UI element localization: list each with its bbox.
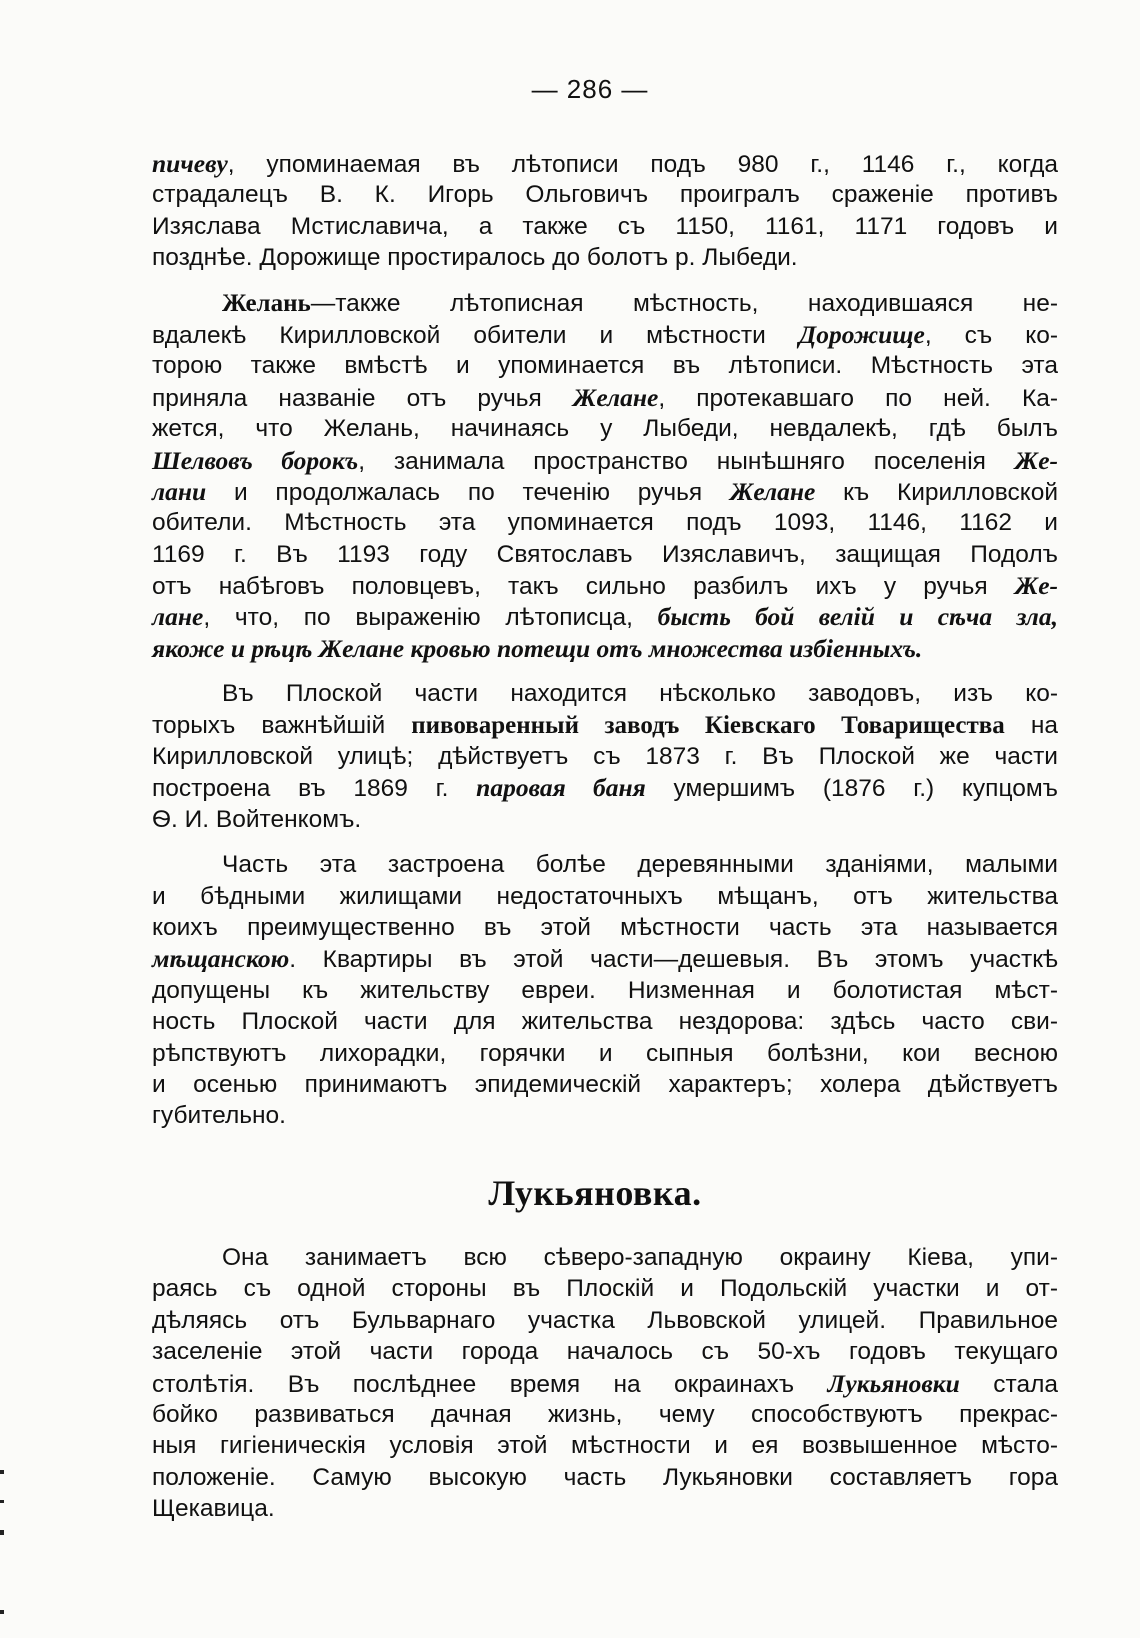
text-run: рѣпствуютъ лихорадки, горячки и сыпныя болѣзни, кои весною [152,1039,1058,1067]
text-run: Изяслава Мстиславича, а также съ 1150, 1161, 1171 годовъ и [152,212,1058,240]
text-line [152,507,1058,538]
text-run: обители. Мѣстность эта упоминается подъ 1093, 1146, 1162 и [152,509,1058,537]
text-run: построена въ 1869 г. [152,775,477,803]
text-line [152,1242,1058,1273]
italic-text: лане [152,602,204,632]
text-run: заселеніе этой части города началось съ 50-хъ годовъ текущаго [152,1338,1058,1366]
text-run: приняла названіе отъ ручья [152,384,573,412]
text-run: Она занимаетъ всю сѣверо-западную окраину Кіева, упи- [222,1244,1058,1271]
text-line [152,943,1058,974]
text-run: ныя гигіеническія условія этой мѣстности и ея возвышенное мѣсто- [152,1432,1058,1460]
text-line [152,179,1058,210]
italic-text: паровая баня [476,773,646,803]
text-run: Въ Плоской части находится нѣсколько заводовъ, изъ ко- [222,680,1058,708]
text-run: раясь съ одной стороны въ Плоскій и Подольскій участки и от- [152,1275,1058,1303]
italic-text: Же- [1014,445,1058,475]
text-line [152,1273,1058,1304]
text-run: страдалецъ В. К. Игорь Ольговичъ проигралъ сраженіе противъ [152,181,1058,209]
bold-text: пивоваренный заводъ Кіевскаго Товарищества [411,711,1005,739]
italic-text: Шелвовъ борокъ [152,445,359,475]
italic-text: Же- [1014,571,1058,601]
text-line [152,1493,1058,1524]
paragraph-lukyanovka [152,1242,1058,1525]
text-line [152,633,1058,664]
italic-text: бысть бой велій и сѣча зла, [657,602,1058,632]
text-run: Ѳ. И. Войтенкомъ. [152,805,362,833]
text-run: торыхъ важнѣйшій [152,711,412,739]
paragraph-zhelan [152,288,1058,665]
paragraph-ploskaya-zastroyka [152,849,1058,1132]
scan-edge-mark [0,1470,4,1474]
text-line [152,1462,1058,1493]
text-run: . Квартиры въ этой части—дешевыя. Въ этомъ участкѣ [289,946,1058,974]
text-line [152,1430,1058,1461]
text-run: къ Кирилловской [815,478,1059,506]
text-run: Щекавица. [152,1495,275,1523]
text-run: , протекавшаго по ней. Ка- [658,384,1059,412]
text-run: и бѣдными жилищами недостаточныхъ мѣщанъ, отъ жительства [152,882,1058,910]
text-run: вдалекѣ Кирилловской обители и мѣстности [152,321,799,349]
text-line [152,804,1058,835]
text-line [152,1100,1058,1131]
lukyanovka-text [152,1242,1058,1525]
text-run: позднѣе. Дорожище простиралось до болотъ р. Лыбеди. [152,244,798,272]
text-line [152,1038,1058,1069]
text-line [152,1368,1058,1399]
text-run: допущены къ жительству евреи. Низменная и болотистая мѣст- [152,976,1058,1004]
italic-text: пичеву [152,149,228,178]
section-heading: Лукьяновка. [488,1173,702,1213]
paragraph-ploskaya-zavody [152,678,1058,835]
main-text [152,148,1058,1132]
italic-text: Дорожище [798,319,925,349]
text-run: умершимъ (1876 г.) купцомъ [645,775,1058,803]
text-run: , что, по выраженію лѣтописца, [203,604,658,632]
text-line [152,1069,1058,1100]
scan-edge-mark [0,1610,4,1614]
text-line [152,319,1058,350]
text-run: и осенью принимаютъ эпидемическій характеръ; холера дѣйствуетъ [152,1070,1058,1098]
text-run: торою также вмѣстѣ и упоминается въ лѣтописи. Мѣстность эта [152,352,1058,380]
page-number: — 286 — [531,74,649,104]
text-run: отъ набѣговъ половцевъ, такъ сильно разбилъ ихъ у ручья [152,573,1015,601]
text-run: жется, что Желань, начинаясь у Лыбеди, невдалекѣ, гдѣ былъ [152,415,1058,443]
text-line [152,1305,1058,1336]
text-line [152,710,1058,741]
italic-text: мѣщанскою [152,944,290,974]
text-run: , упоминаемая въ лѣтописи подъ 980 г., 1146 г., когда [227,151,1058,178]
text-line [152,678,1058,709]
italic-text: лани [152,476,207,506]
text-line [152,382,1058,413]
text-line [152,741,1058,772]
text-run: коихъ преимущественно въ этой мѣстности часть эта называется [152,913,1058,941]
text-run: стала [959,1370,1058,1398]
text-line [152,413,1058,444]
text-line [152,211,1058,242]
text-line [152,881,1058,912]
text-line [152,1399,1058,1430]
text-run: —также лѣтописная мѣстность, находившаяся не- [310,289,1058,317]
text-line [152,772,1058,803]
scan-edge-mark [0,1500,4,1503]
text-run: и продолжалась по теченію ручья [206,478,730,506]
italic-text: Желане [729,476,816,506]
text-run: губительно. [152,1102,286,1130]
text-run: , съ ко- [924,321,1058,349]
text-run: на [1004,711,1058,739]
text-line [152,445,1058,476]
text-run: , занимала пространство нынѣшняго поселенія [358,447,1015,475]
bold-text: Желань [222,289,311,317]
text-line [152,148,1058,179]
italic-text: якоже и рѣцѣ Желане кровью потещи отъ множества избіенныхъ. [152,633,923,663]
text-run: ность Плоской части для жительства нездорова: здѣсь часто сви- [152,1008,1058,1036]
paragraph-dorozhische-end [152,148,1058,274]
text-run: Часть эта застроена болѣе деревянными зданіями, малыми [222,851,1058,879]
italic-text: Желане [572,382,659,412]
text-line [152,601,1058,632]
text-line [152,288,1058,319]
italic-text: Лукьяновки [827,1368,960,1398]
text-line [152,1336,1058,1367]
text-line [152,912,1058,943]
text-line [152,1006,1058,1037]
text-line [152,975,1058,1006]
scan-edge-mark [0,1530,4,1535]
text-line [152,476,1058,507]
text-line [152,539,1058,570]
text-run: Кирилловской улицѣ; дѣйствуетъ съ 1873 г. Въ Плоской же части [152,743,1058,771]
text-line [152,350,1058,381]
text-run: бойко развиваться дачная жизнь, чему способствуютъ прекрас- [152,1400,1058,1428]
text-run: дѣляясь отъ Бульварнаго участка Львовской улицей. Правильное [152,1306,1058,1334]
text-run: положеніе. Самую высокую часть Лукьяновки составляетъ гора [152,1463,1058,1491]
text-line [152,570,1058,601]
text-line [152,242,1058,273]
text-line [152,849,1058,880]
text-run: 1169 г. Въ 1193 году Святославъ Изяславичъ, защищая Подолъ [152,540,1058,568]
text-run: столѣтія. Въ послѣднее время на окраинахъ [152,1370,828,1398]
